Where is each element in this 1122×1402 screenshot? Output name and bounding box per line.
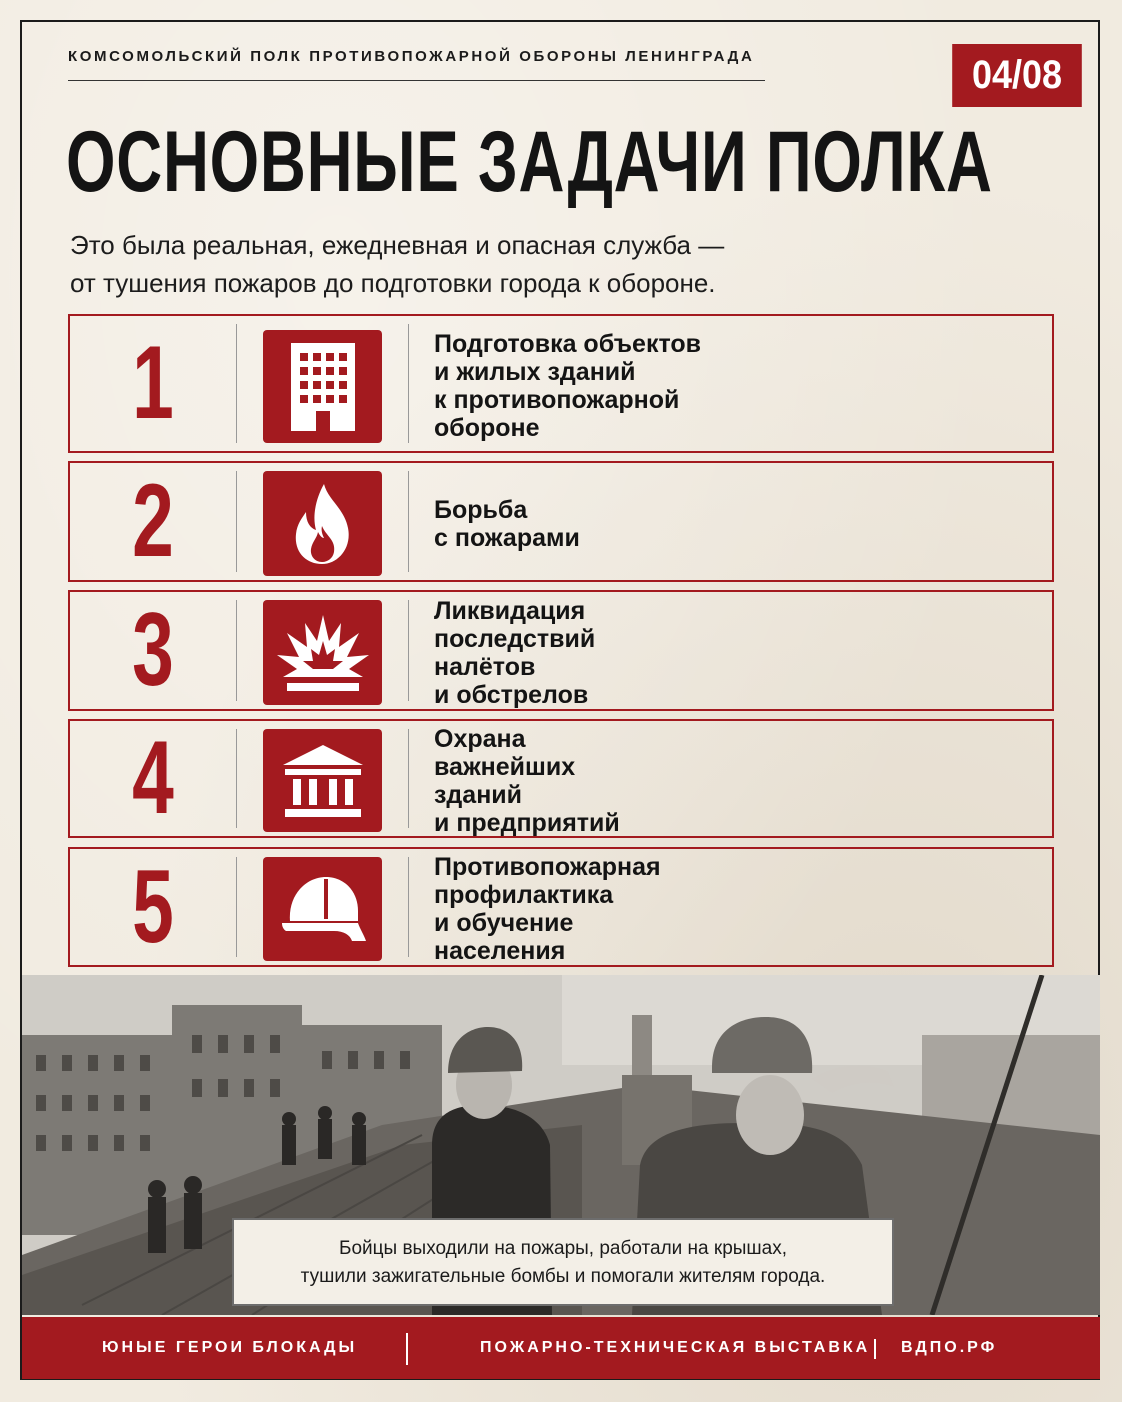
page-number-badge: 04/08 bbox=[952, 44, 1082, 107]
task-text-line: налётов bbox=[434, 652, 536, 681]
task-divider bbox=[408, 857, 409, 957]
task-text-line: Ликвидация bbox=[434, 596, 586, 625]
task-divider bbox=[236, 729, 237, 828]
task-text-line: и обучение bbox=[434, 908, 574, 937]
kicker-text: КОМСОМОЛЬСКИЙ ПОЛК ПРОТИВОПОЖАРНОЙ ОБОРОНЫ ЛЕНИНГРАДА bbox=[68, 48, 755, 65]
footer-divider bbox=[406, 1333, 408, 1365]
task-text-line: профилактика bbox=[434, 880, 614, 909]
task-row-1 bbox=[68, 314, 1054, 453]
photo-caption bbox=[232, 1218, 894, 1306]
task-divider bbox=[408, 324, 409, 443]
task-number: 2 bbox=[132, 463, 174, 579]
task-divider bbox=[236, 471, 237, 572]
task-text-line: Подготовка объектов bbox=[434, 329, 702, 358]
task-row-4 bbox=[68, 719, 1054, 838]
task-text-line: с пожарами bbox=[434, 523, 580, 552]
page-subtitle bbox=[70, 226, 970, 302]
task-text-line: Охрана bbox=[434, 724, 526, 753]
task-divider bbox=[408, 600, 409, 701]
task-text-line: Противопожарная bbox=[434, 852, 661, 881]
task-text bbox=[434, 596, 595, 709]
task-text bbox=[434, 852, 661, 965]
task-text-line: важнейших bbox=[434, 752, 576, 781]
task-text-line: и предприятий bbox=[434, 808, 620, 837]
task-text-line: и обстрелов bbox=[434, 680, 589, 709]
task-text-line: обороне bbox=[434, 413, 540, 442]
task-text-line: к противопожарной bbox=[434, 385, 680, 414]
task-divider bbox=[236, 857, 237, 957]
task-divider bbox=[236, 600, 237, 701]
task-row-2 bbox=[68, 461, 1054, 582]
footer-bar bbox=[22, 1317, 1100, 1379]
page-title: ОСНОВНЫЕ ЗАДАЧИ ПОЛКА bbox=[66, 114, 993, 210]
footer-project-label: ЮНЫЕ ГЕРОИ БЛОКАДЫ bbox=[102, 1339, 358, 1356]
task-text bbox=[434, 328, 701, 443]
helmet-icon bbox=[263, 857, 382, 961]
task-number: 1 bbox=[132, 325, 174, 441]
subtitle-line: Это была реальная, ежедневная и опасная служба — bbox=[70, 230, 725, 260]
footer-site-link[interactable]: ВДПО.РФ bbox=[901, 1339, 998, 1356]
task-text bbox=[434, 463, 580, 584]
task-text-line: Борьба bbox=[434, 495, 528, 524]
task-divider bbox=[408, 729, 409, 828]
footer-exhibition-label: ПОЖАРНО-ТЕХНИЧЕСКАЯ ВЫСТАВКА bbox=[480, 1339, 871, 1356]
kicker-divider bbox=[68, 80, 765, 81]
explosion-icon bbox=[263, 600, 382, 705]
footer-divider bbox=[874, 1339, 876, 1359]
task-text-line: последствий bbox=[434, 624, 596, 653]
task-text-line: зданий bbox=[434, 780, 523, 809]
task-row-3 bbox=[68, 590, 1054, 711]
caption-line: тушили зажигательные бомбы и помогали жителям города. bbox=[300, 1266, 826, 1287]
subtitle-line: от тушения пожаров до подготовки города к обороне. bbox=[70, 268, 716, 298]
caption-line: Бойцы выходили на пожары, работали на крышах, bbox=[338, 1238, 788, 1259]
task-text bbox=[434, 724, 620, 837]
task-number: 5 bbox=[132, 848, 174, 965]
task-number: 3 bbox=[132, 592, 174, 708]
task-divider bbox=[408, 471, 409, 572]
fire-icon bbox=[263, 471, 382, 576]
task-row-5 bbox=[68, 847, 1054, 967]
task-divider bbox=[236, 324, 237, 443]
task-number: 4 bbox=[132, 720, 174, 836]
institution-icon bbox=[263, 729, 382, 832]
task-text-line: и жилых зданий bbox=[434, 357, 636, 386]
building-icon bbox=[263, 330, 382, 443]
task-text-line: населения bbox=[434, 936, 566, 965]
